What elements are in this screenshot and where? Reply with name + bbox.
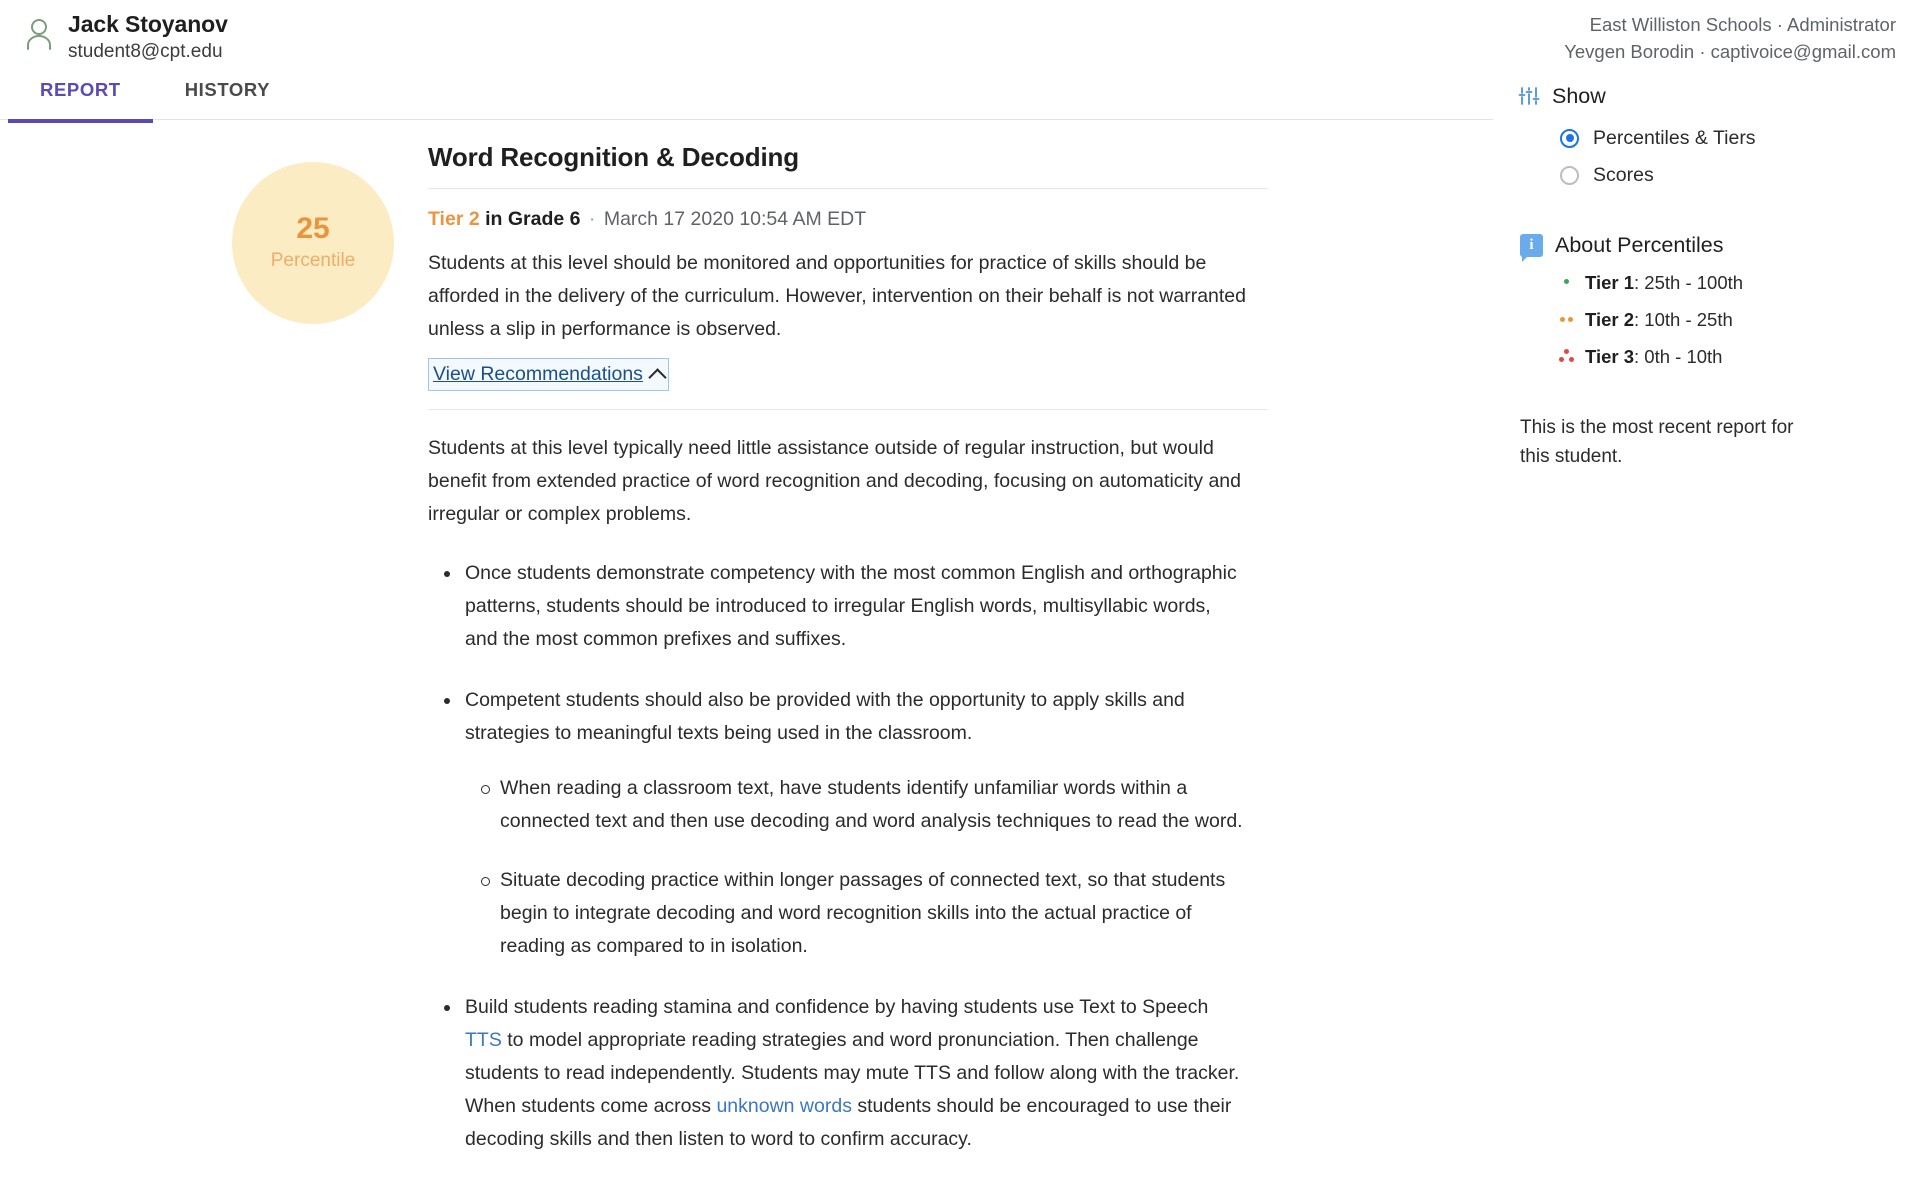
- show-title: Show: [1552, 84, 1606, 108]
- radio-label: Percentiles & Tiers: [1593, 127, 1756, 149]
- page-title: Word Recognition & Decoding: [428, 142, 800, 172]
- sub-bullet-text: Situate decoding practice within longer passages of connected text, so that students begin to integrate decoding and word recognition skills into the actual practice of reading as compared to in isolation.: [500, 869, 1226, 957]
- view-recommendations-label: View Recommendations: [433, 363, 643, 385]
- person-icon: [22, 14, 56, 54]
- chevron-up-icon: [648, 368, 666, 386]
- list-item: [428, 684, 1243, 963]
- tune-icon: [1517, 84, 1541, 108]
- recommendations-intro: Students at this level typically need little assistance outside of regular instruction, but would benefit from extended practice of word recognition and decoding, focusing on automaticity and irregular or complex problems.: [428, 437, 1242, 525]
- bullet-text: Once students demonstrate competency with the most common English and orthographic patterns, students should be introduced to irregular English words, multisyllabic words, and the most common prefixes and suffixes.: [465, 562, 1237, 650]
- meta-separator: ·: [588, 208, 596, 230]
- tier-name: Tier 3: [1585, 346, 1635, 367]
- tier-legend-row: [1558, 345, 1920, 369]
- tts-link[interactable]: TTS: [465, 1029, 502, 1051]
- recent-report-note: This is the most recent report for this student.: [1520, 417, 1794, 467]
- tier-badge: Tier 2: [428, 208, 480, 230]
- sub-list-item: [465, 772, 1245, 838]
- view-recommendations-button[interactable]: [428, 358, 669, 391]
- tier-name: Tier 2: [1585, 309, 1635, 330]
- about-percentiles-title: About Percentiles: [1555, 233, 1724, 257]
- org-line: East Williston Schools · Administrator: [1589, 14, 1896, 35]
- student-email: student8@cpt.edu: [68, 41, 223, 62]
- admin-line: Yevgen Borodin · captivoice@gmail.com: [1564, 41, 1896, 62]
- report-timestamp: March 17 2020 10:54 AM EDT: [603, 208, 867, 230]
- report-detail: [428, 140, 1278, 1184]
- tier-range: : 0th - 10th: [1634, 346, 1723, 367]
- tab-bar: [0, 61, 1493, 120]
- tier-range: : 25th - 100th: [1634, 272, 1744, 293]
- options-sidebar: [1520, 83, 1920, 471]
- tier3-dots-icon: [1558, 349, 1576, 365]
- bullet-text-part1: Build students reading stamina and confidence by having students use Text to Speech: [465, 996, 1209, 1018]
- list-item: [428, 991, 1243, 1156]
- radio-scores[interactable]: [1560, 162, 1920, 188]
- student-identity: [22, 10, 228, 65]
- info-icon: i: [1520, 234, 1543, 257]
- view-recommendations-row: [428, 358, 1278, 391]
- sub-list-item: [465, 864, 1245, 963]
- radio-indicator[interactable]: [1560, 129, 1579, 148]
- report-meta: [428, 205, 1278, 233]
- bullet-text-part3: students should be encouraged to use their decoding skills and then listen to word to confirm accuracy.: [465, 1095, 1232, 1150]
- bullet-text-part2: to model appropriate reading strategies and word pronunciation. Then challenge students to read independently. Students may mute TTS and follow along with the tracker. When students come across: [465, 1029, 1240, 1117]
- about-percentiles-header: [1520, 232, 1920, 258]
- percentile-value: 25: [296, 212, 330, 245]
- tab-history[interactable]: HISTORY: [153, 61, 302, 120]
- tier-legend-row: [1558, 308, 1920, 332]
- bullet-text: Competent students should also be provided with the opportunity to apply skills and strategies to meaningful texts being used in the classroom.: [465, 689, 1185, 744]
- unknown-words-link[interactable]: unknown words: [716, 1095, 852, 1117]
- tier-summary-text: Students at this level should be monitored and opportunities for practice of skills should be afforded in the delivery of the curriculum. However, intervention on their behalf is not warranted unless a slip in performance is observed.: [428, 252, 1247, 340]
- tier1-dots-icon: [1558, 275, 1576, 291]
- sub-list: [465, 772, 1243, 963]
- tier-name: Tier 1: [1585, 272, 1635, 293]
- grade-label: in Grade 6: [485, 208, 581, 230]
- tier2-dots-icon: [1558, 312, 1576, 328]
- student-name: Jack Stoyanov: [68, 11, 228, 37]
- recommendations-divider: [428, 409, 1268, 410]
- percentile-caption: Percentile: [270, 250, 356, 271]
- tab-report[interactable]: REPORT: [8, 61, 153, 120]
- title-divider: [428, 188, 1268, 189]
- radio-label: Scores: [1593, 164, 1654, 186]
- sub-bullet-text: When reading a classroom text, have students identify unfamiliar words within a connected text and then use decoding and word analysis techniques to read the word.: [500, 777, 1243, 832]
- show-section-header: [1517, 83, 1920, 109]
- radio-percentiles-tiers[interactable]: [1560, 125, 1920, 151]
- tier-legend-row: [1558, 271, 1920, 295]
- radio-indicator[interactable]: [1560, 166, 1579, 185]
- account-info: [1564, 11, 1896, 65]
- tier-range: : 10th - 25th: [1634, 309, 1733, 330]
- recommendations-list: [428, 557, 1278, 1156]
- list-item: [428, 557, 1243, 656]
- percentile-badge: [232, 162, 394, 324]
